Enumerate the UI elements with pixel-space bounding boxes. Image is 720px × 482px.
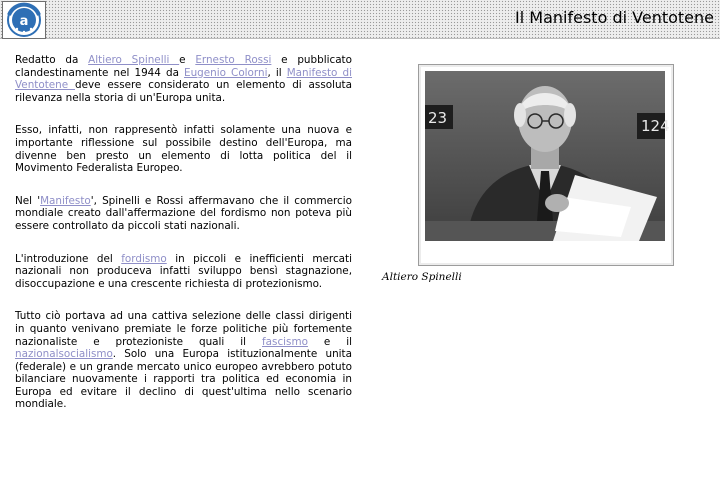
header-bar [0,0,720,39]
text-run: deve essere considerato un elemento di assoluta rilevanza nella storia di un'Europa unita. [15,79,353,104]
text-run: e [179,54,196,66]
seat-number-right: 124 [641,117,670,135]
text-run: Redatto da [15,54,89,66]
paragraph-4 [15,253,352,291]
text-run: L'introduzione del [15,252,122,265]
text-run: , il [267,66,287,79]
svg-text:a: a [19,14,29,29]
text-run: ', Spinelli e Rossi affermavano che il commercio mondiale creato dall'affermazione del fordismo non poteva più essere controllato da piccoli stati nazionali. [15,194,352,232]
text-run: in piccoli e inefficienti mercati nazionali non produceva infatti sviluppo bensì stagnazione, disoccupazione e una crescente richiesta di protezionismo. [15,252,352,290]
text-run: e il [307,335,352,348]
link-ernesto-rossi[interactable]: Ernesto Rossi [195,54,272,66]
link-manifesto[interactable]: Manifesto [40,194,91,207]
text-run: Esso, infatti, non rappresentò infatti solamente una nuova e importante riflessione sul possibile destino dell'Europa, ma divenne ben presto un elemento di lotta politica del il Movimento Federalista Europeo. [15,124,352,175]
text-run: e pubblicato clandestinamente nel 1944 da [15,54,352,79]
text-run: Nel ' [15,194,41,207]
link-nazionalsocialismo[interactable]: nazionalsocialismo [15,348,113,361]
federal-europe-logo-icon[interactable] [2,1,46,39]
paragraph-5 [15,310,352,411]
portrait-photo [418,64,674,266]
paragraph-3 [15,195,352,233]
text-run: Tutto ciò portava ad una cattiva selezione delle classi dirigenti in quanto venivano premiate le forze politiche più fortemente nazionaliste e protezioniste quali il [15,310,352,348]
article-body [15,54,352,431]
link-fascismo[interactable]: fascismo [262,335,308,348]
paragraph-2 [15,124,352,174]
page-title: Il Manifesto di Ventotene [515,8,714,27]
link-eugenio-colorni[interactable]: Eugenio Colorni [184,66,268,79]
link-fordismo[interactable]: fordismo [121,252,167,265]
text-run: . Solo una Europa istituzionalmente unita (federale) e un grande mercato unico europeo avrebbero potuto bilanciare nuovamente i rapporti tra politica ed economia in Europa ed evitare il declino di quest'ultima nello scenario mondiale. [15,348,352,411]
link-altiero-spinelli[interactable]: Altiero Spinelli [88,54,180,66]
paragraph-1 [15,54,352,104]
link-manifesto-di-ventotene[interactable]: Manifesto di Ventotene [15,66,352,92]
seat-number-left: 23 [428,109,448,127]
photo-caption: Altiero Spinelli [382,271,462,283]
